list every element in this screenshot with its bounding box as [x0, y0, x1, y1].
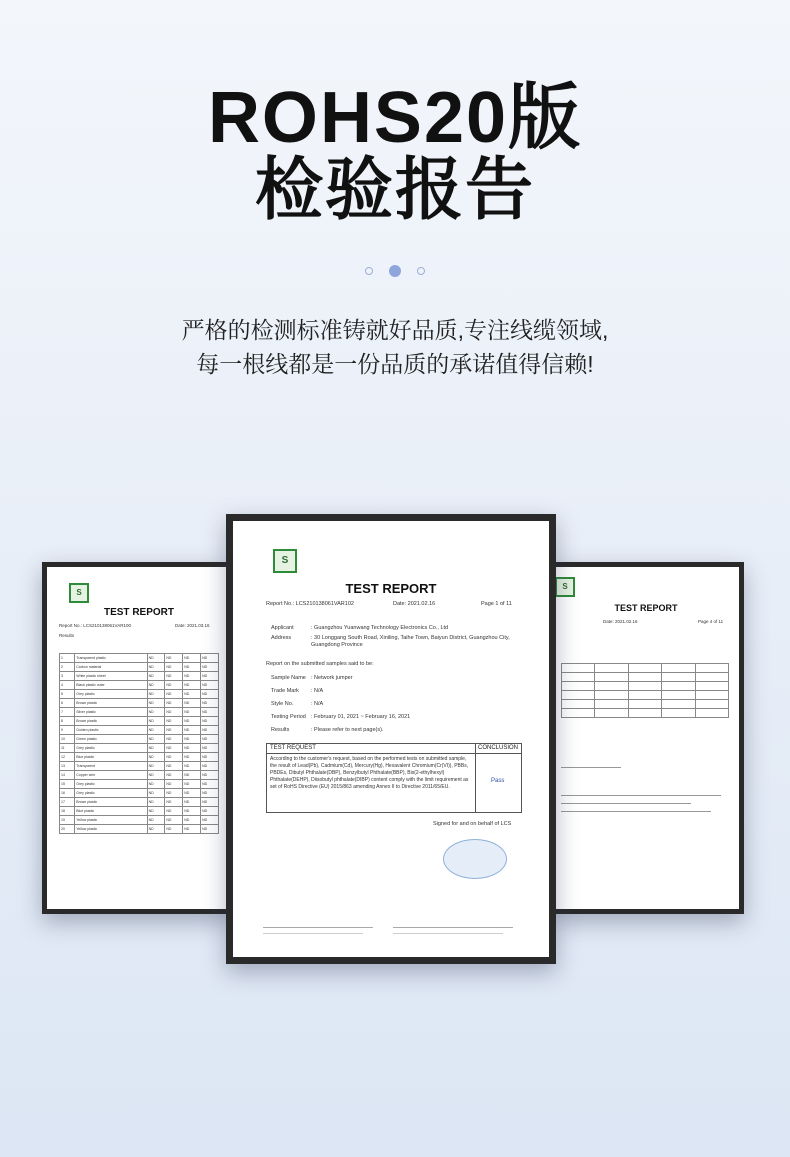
left-report-date: Date: 2021.03.16 — [175, 623, 210, 628]
table-cell: 17 — [60, 798, 75, 807]
test-request-box — [266, 743, 522, 813]
divider — [561, 795, 721, 796]
table-cell: ND — [201, 717, 219, 726]
subtitle-line2: 每一根线都是一份品质的承诺值得信赖! — [196, 351, 594, 377]
table-cell: Blue plastic — [75, 753, 147, 762]
table-row — [60, 717, 219, 726]
table-cell: 2 — [60, 663, 75, 672]
table-cell: Golden plastic — [75, 726, 147, 735]
table-cell: ND — [183, 681, 201, 690]
table-cell: ND — [183, 663, 201, 672]
table-cell: ND — [147, 798, 165, 807]
table-cell: ND — [183, 744, 201, 753]
indicator-dot[interactable] — [365, 267, 373, 275]
table-cell: ND — [165, 717, 183, 726]
table-cell: Brown plastic — [75, 798, 147, 807]
center-report-frame — [226, 514, 556, 964]
footer-line — [393, 927, 513, 928]
conclusion-value: Pass — [491, 778, 505, 784]
table-cell: ND — [201, 789, 219, 798]
table-cell: 18 — [60, 807, 75, 816]
lcs-logo-icon: S — [69, 583, 89, 603]
table-cell: 5 — [60, 690, 75, 699]
table-cell: ND — [201, 780, 219, 789]
divider — [561, 811, 711, 812]
table-cell: ND — [165, 690, 183, 699]
table-cell: 19 — [60, 816, 75, 825]
right-report-page: Page 4 of 11 — [698, 619, 724, 624]
trade-mark-value: : N/A — [311, 688, 324, 694]
center-report-no: Report No.: LCS210138061VAR102 — [266, 601, 354, 607]
center-report-paper — [233, 521, 549, 957]
table-cell: 16 — [60, 789, 75, 798]
table-cell: ND — [165, 789, 183, 798]
table-cell: ND — [165, 762, 183, 771]
right-report-paper — [553, 567, 739, 909]
left-results-table — [59, 653, 219, 834]
table-cell: ND — [183, 816, 201, 825]
table-cell: ND — [201, 825, 219, 834]
table-cell: ND — [183, 753, 201, 762]
table-cell: ND — [183, 789, 201, 798]
table-cell: ND — [165, 744, 183, 753]
table-cell: ND — [165, 825, 183, 834]
address-value: : 30 Longgang South Road, Xiniling, Taihe Town, Baiyun District, Guangzhou City, Guangdong Province — [311, 635, 510, 648]
table-cell: ND — [201, 672, 219, 681]
table-row — [60, 654, 219, 663]
table-cell: ND — [201, 753, 219, 762]
table-cell: 4 — [60, 681, 75, 690]
lcs-logo-icon: S — [273, 549, 297, 573]
style-no-label: Style No. — [271, 701, 294, 707]
table-cell: ND — [183, 798, 201, 807]
table-cell: ND — [165, 654, 183, 663]
table-cell: ND — [183, 762, 201, 771]
table-row — [60, 699, 219, 708]
table-cell: ND — [147, 681, 165, 690]
table-row — [60, 744, 219, 753]
table-cell: ND — [165, 735, 183, 744]
signed-for: Signed for and on behalf of LCS — [433, 821, 512, 827]
table-cell: ND — [201, 735, 219, 744]
table-cell: ND — [147, 771, 165, 780]
applicant-value: : Guangzhou Yuanwang Technology Electronics Co., Ltd — [311, 625, 449, 631]
table-row — [60, 726, 219, 735]
table-cell: Green plastic — [75, 735, 147, 744]
table-cell: ND — [147, 735, 165, 744]
table-cell: ND — [147, 672, 165, 681]
table-cell: 9 — [60, 726, 75, 735]
table-cell: ND — [165, 807, 183, 816]
table-cell: ND — [201, 726, 219, 735]
table-cell: 7 — [60, 708, 75, 717]
testing-period-value: : February 01, 2021 ~ February 16, 2021 — [311, 714, 411, 720]
right-report-title: TEST REPORT — [614, 603, 678, 613]
table-cell: ND — [201, 816, 219, 825]
table-cell: ND — [201, 690, 219, 699]
left-report-paper — [47, 567, 231, 909]
table-cell: ND — [147, 753, 165, 762]
testing-period-label: Testing Period — [271, 714, 306, 720]
table-row — [60, 663, 219, 672]
table-cell: 13 — [60, 762, 75, 771]
table-cell: ND — [183, 708, 201, 717]
table-cell: ND — [201, 654, 219, 663]
table-cell: ND — [165, 663, 183, 672]
table-cell: Carbon material — [75, 663, 147, 672]
results-value: : Please refer to next page(s). — [311, 727, 384, 733]
table-cell: 10 — [60, 735, 75, 744]
table-cell: Transparent — [75, 762, 147, 771]
table-row — [60, 798, 219, 807]
table-cell: ND — [147, 744, 165, 753]
table-cell: ND — [147, 654, 165, 663]
table-cell: Blue plastic — [75, 807, 147, 816]
applicant-label: Applicant — [271, 625, 294, 631]
table-row — [60, 753, 219, 762]
table-cell: Brown plastic — [75, 699, 147, 708]
left-results-label: Results — [59, 633, 75, 638]
table-cell: ND — [183, 699, 201, 708]
table-cell: ND — [165, 753, 183, 762]
left-report-frame — [42, 562, 236, 914]
table-row — [60, 690, 219, 699]
table-cell: Brown plastic — [75, 717, 147, 726]
table-cell: Grey plastic — [75, 780, 147, 789]
table-cell: ND — [201, 807, 219, 816]
table-cell: ND — [165, 726, 183, 735]
table-cell: ND — [165, 780, 183, 789]
table-cell: Copper wire — [75, 771, 147, 780]
table-cell: Yellow plastic — [75, 816, 147, 825]
trade-mark-label: Trade Mark — [271, 688, 299, 694]
test-request-text: According to the customer's request, based on the performed tests on submitted sample, the result of Lead(Pb), Cadmium(Cd), Mercury(Hg), Hexavalent Chromium(Cr(VI)), PBBs, PBDEs, Dibutyl Phthalate(DBP), Benzylbutyl Phthalate(BBP), Bis(2-ethylhexyl) Phthalate(DEHP), Diisobutyl phthalate(DIBP) content comply with the limit requirement as set of RoHS Directive (EU) 2015/863 amending Annex II to Directive 2011/65/EU. — [270, 756, 469, 790]
table-cell: ND — [147, 762, 165, 771]
table-cell: ND — [147, 825, 165, 834]
table-cell: ND — [165, 816, 183, 825]
table-row — [60, 807, 219, 816]
table-cell: ND — [165, 708, 183, 717]
table-cell: ND — [147, 717, 165, 726]
table-cell: Black plastic outer — [75, 681, 147, 690]
table-cell: ND — [201, 744, 219, 753]
table-row — [60, 708, 219, 717]
divider — [561, 803, 691, 804]
table-row — [60, 825, 219, 834]
table-cell: ND — [201, 798, 219, 807]
center-report-date: Date: 2021.02.16 — [393, 601, 436, 607]
table-cell: ND — [165, 699, 183, 708]
table-cell: ND — [183, 672, 201, 681]
table-cell: ND — [201, 771, 219, 780]
table-cell: ND — [201, 762, 219, 771]
results-label: Results — [271, 727, 290, 733]
right-report-frame — [548, 562, 744, 914]
table-cell: 15 — [60, 780, 75, 789]
table-cell: Transparent plastic — [75, 654, 147, 663]
table-row — [60, 672, 219, 681]
table-cell: ND — [147, 789, 165, 798]
carousel-indicator — [0, 262, 790, 280]
table-cell: ND — [165, 771, 183, 780]
table-cell: 14 — [60, 771, 75, 780]
footer-line — [393, 933, 503, 934]
subtitle-line1: 严格的检测标准铸就好品质,专注线缆领域, — [181, 317, 609, 343]
table-row — [60, 789, 219, 798]
table-cell: ND — [147, 663, 165, 672]
table-cell: ND — [183, 735, 201, 744]
samples-intro: Report on the submitted samples said to be: — [266, 661, 374, 667]
left-report-no: Report No.: LCS210138061VAR100 — [59, 623, 131, 628]
table-cell: ND — [183, 825, 201, 834]
signature-stamp — [443, 839, 507, 879]
lcs-logo-icon: S — [555, 577, 575, 597]
table-cell: 8 — [60, 717, 75, 726]
table-cell: Grey plastic — [75, 690, 147, 699]
table-cell: ND — [183, 726, 201, 735]
table-cell: ND — [183, 771, 201, 780]
table-row — [60, 816, 219, 825]
table-cell: ND — [183, 807, 201, 816]
table-cell: ND — [201, 663, 219, 672]
table-cell: ND — [147, 780, 165, 789]
table-cell: ND — [183, 780, 201, 789]
table-cell: 3 — [60, 672, 75, 681]
table-cell: ND — [147, 816, 165, 825]
right-results-table — [561, 663, 729, 718]
table-cell: Yellow plastic — [75, 825, 147, 834]
table-cell: ND — [147, 690, 165, 699]
table-row — [60, 681, 219, 690]
table-cell: ND — [183, 717, 201, 726]
table-cell: 1 — [60, 654, 75, 663]
table-cell: Silver plastic — [75, 708, 147, 717]
table-cell: ND — [183, 654, 201, 663]
table-cell: ND — [201, 681, 219, 690]
table-row — [60, 735, 219, 744]
table-cell: Grey plastic — [75, 744, 147, 753]
center-report-title: TEST REPORT — [345, 581, 437, 596]
sample-name-label: Sample Name — [271, 675, 306, 681]
table-cell: ND — [165, 681, 183, 690]
table-cell: Grey plastic — [75, 789, 147, 798]
table-cell: ND — [201, 708, 219, 717]
table-cell: ND — [201, 699, 219, 708]
table-row — [60, 780, 219, 789]
table-cell: White plastic sheet — [75, 672, 147, 681]
right-report-date: Date: 2021.02.16 — [603, 619, 638, 624]
center-report-page: Page 1 of 11 — [481, 601, 512, 607]
address-label: Address — [271, 635, 292, 641]
table-cell: ND — [147, 726, 165, 735]
main-title-line2: 检验报告 — [254, 152, 535, 228]
table-row — [60, 762, 219, 771]
indicator-dot[interactable] — [417, 267, 425, 275]
footer-line — [263, 927, 373, 928]
style-no-value: : N/A — [311, 701, 324, 707]
sample-name-value: : Network jumper — [311, 675, 353, 681]
table-cell: ND — [147, 807, 165, 816]
table-cell: ND — [183, 690, 201, 699]
conclusion-head: CONCLUSION — [478, 745, 519, 751]
footer-line — [263, 933, 363, 934]
table-row — [60, 771, 219, 780]
table-cell: ND — [147, 699, 165, 708]
divider — [561, 767, 621, 768]
left-report-title: TEST REPORT — [103, 607, 174, 618]
table-cell: 6 — [60, 699, 75, 708]
main-title-line1: ROHS20版 — [207, 78, 583, 158]
table-cell: 20 — [60, 825, 75, 834]
table-cell: ND — [147, 708, 165, 717]
table-cell: ND — [165, 798, 183, 807]
table-cell: 11 — [60, 744, 75, 753]
test-request-head: TEST REQUEST — [270, 745, 316, 751]
table-cell: 12 — [60, 753, 75, 762]
indicator-dot-active[interactable] — [389, 265, 401, 277]
table-cell: ND — [165, 672, 183, 681]
